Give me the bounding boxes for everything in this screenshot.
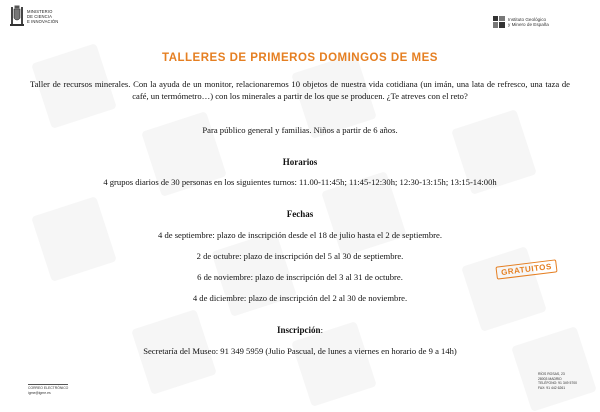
email-value[interactable]: igme@igme.es	[28, 391, 51, 395]
igme-name-line: y Minero de España	[508, 22, 549, 27]
igme-name	[508, 17, 568, 27]
fecha-item: 4 de diciembre: plazo de inscripción del 2 al 30 de noviembre.	[192, 293, 408, 303]
igme-name-line: Instituto Geológico	[508, 16, 547, 22]
igme-logo	[493, 16, 568, 28]
ministry-logo	[10, 5, 75, 27]
ministry-name-line: E INNOVACIÓN	[27, 18, 59, 24]
fax-line: FAX: 91 442 6261	[538, 385, 566, 390]
fechas-heading: Fechas	[286, 209, 314, 219]
watermark-tile	[511, 326, 597, 412]
inscripcion-heading: Inscripción	[277, 325, 321, 335]
coat-of-arms-icon	[10, 5, 24, 27]
inscripcion-heading-line	[30, 324, 570, 336]
footer-address	[538, 372, 590, 390]
intro-paragraph: Taller de recursos minerales. Con la ayuda de un monitor, relacionaremos 10 objetos de nuestra vida cotidiana (un imán, una lata de refresco, una taza de café, un termómetro…) con los minerales a partir de los que se producen. ¿Te atreves con el reto?	[30, 79, 570, 101]
email-label: CORREO ELECTRÓNICO	[28, 386, 69, 390]
fecha-item: 2 de octubre: plazo de inscripción del 5 al 30 de septiembre.	[196, 251, 404, 261]
igme-logo-icon	[493, 16, 505, 28]
horarios-heading: Horarios	[282, 157, 318, 167]
address-line: 28003 MADRID	[538, 376, 562, 381]
phone-line: TELÉFONO: 91 349 5700	[538, 381, 578, 386]
page-title: TALLERES DE PRIMEROS DOMINGOS DE MES	[162, 52, 438, 64]
ministry-name	[27, 9, 75, 24]
footer-contact	[28, 384, 68, 396]
address-line: RÍOS ROSAS, 23	[538, 372, 565, 376]
fecha-item: 6 de noviembre: plazo de inscripción del 3 al 31 de octubre.	[197, 272, 403, 282]
inscripcion-text: Secretaría del Museo: 91 349 5959 (Julio Pascual, de lunes a viernes en horario de 9 a 14h)	[143, 346, 457, 356]
audience-text: Para público general y familias. Niños a partir de 6 años.	[202, 125, 398, 135]
ministry-name-line: DE CIENCIA	[27, 13, 52, 19]
page-header	[0, 0, 600, 40]
free-stamp: GRATUITOS	[495, 259, 557, 279]
horarios-text: 4 grupos diarios de 30 personas en los siguientes turnos: 11.00-11:45h; 11:45-12:30h; 12:30-13:15h; 13:15-14:00h	[103, 177, 497, 187]
inscripcion-heading-colon: :	[320, 325, 323, 335]
fecha-item: 4 de septiembre: plazo de inscripción desde el 18 de julio hasta el 2 de septiembre.	[158, 230, 442, 240]
ministry-name-line: MINISTERIO	[27, 8, 53, 14]
